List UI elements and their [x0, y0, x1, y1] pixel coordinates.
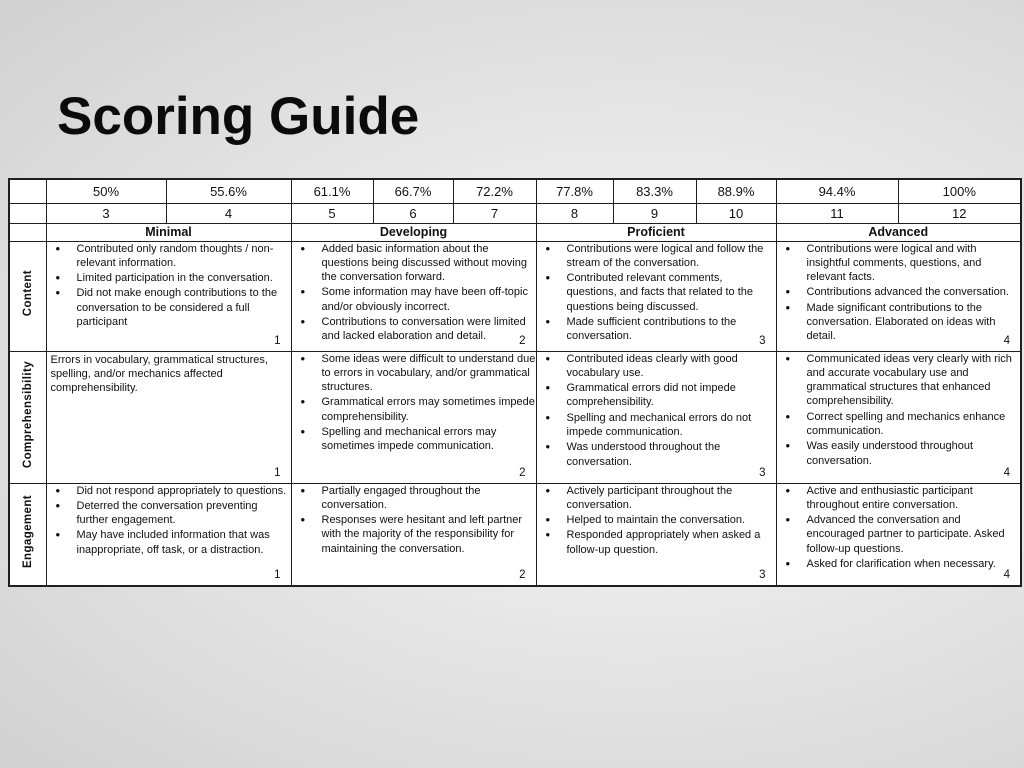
percentage-cell: 94.4%	[776, 179, 898, 203]
bullet-list	[292, 352, 536, 454]
points-cell: 8	[536, 203, 613, 223]
rubric-cell-content-proficient	[536, 241, 776, 351]
points-cell: 6	[373, 203, 453, 223]
bullet-list	[47, 484, 291, 557]
criterion-label-comprehensibility	[9, 351, 46, 483]
bullet-item: • Communicated ideas very clearly with rich and accurate vocabulary use and grammatical structures that enhanced comprehensibility.	[777, 352, 1021, 409]
percentage-cell: 50%	[46, 179, 166, 203]
score-value: 4	[1003, 466, 1010, 479]
bullet-item: • Advanced the conversation and encouraged partner to participate. Asked follow-up questions.	[777, 513, 1021, 556]
score-value: 1	[274, 569, 281, 582]
bullet-item: • Some information may have been off-topic and/or obviously incorrect.	[292, 285, 536, 314]
bullet-item: • Contributions were logical and follow the stream of the conversation.	[537, 242, 776, 271]
points-cell: 9	[613, 203, 696, 223]
criterion-row-engagement	[9, 483, 1021, 586]
bullet-list	[777, 242, 1021, 344]
bullet-item: • Spelling and mechanical errors do not impede communication.	[537, 411, 776, 440]
bullet-item: • Deterred the conversation preventing further engagement.	[47, 499, 291, 528]
bullet-item: • Added basic information about the questions being discussed without moving the conversation forward.	[292, 242, 536, 285]
corner-cell	[9, 203, 46, 223]
bullet-item: • Was understood throughout the conversation.	[537, 440, 776, 469]
rubric-cell-engagement-minimal	[46, 483, 291, 586]
rubric-cell-engagement-developing	[291, 483, 536, 586]
bullet-item: • Some ideas were difficult to understand due to errors in vocabulary, and/or grammatical structures.	[292, 352, 536, 395]
bullet-item: • Contributed ideas clearly with good vocabulary use.	[537, 352, 776, 381]
rubric-cell-content-developing	[291, 241, 536, 351]
rubric-cell-comprehensibility-developing	[291, 351, 536, 483]
criterion-label-text: Comprehensibility	[21, 360, 34, 469]
bullet-item: • Asked for clarification when necessary.	[777, 557, 1021, 571]
cell-text: Errors in vocabulary, grammatical structures, spelling, and/or mechanics affected comprehensibility.	[50, 353, 268, 395]
bullet-item: • Was easily understood throughout conversation.	[777, 439, 1021, 468]
score-value: 4	[1003, 569, 1010, 582]
rubric-cell-content-advanced	[776, 241, 1021, 351]
rubric-cell-comprehensibility-proficient	[536, 351, 776, 483]
bullet-item: • Made significant contributions to the conversation. Elaborated on ideas with detail.	[777, 301, 1021, 344]
percentage-row	[9, 179, 1021, 203]
points-cell: 3	[46, 203, 166, 223]
bullet-item: • Limited participation in the conversation.	[47, 271, 291, 285]
points-cell: 5	[291, 203, 373, 223]
rubric-cell-engagement-proficient	[536, 483, 776, 586]
points-cell: 10	[696, 203, 776, 223]
score-value: 1	[274, 334, 281, 347]
bullet-item: • Made sufficient contributions to the conversation.	[537, 315, 776, 344]
points-row	[9, 203, 1021, 223]
points-cell: 4	[166, 203, 291, 223]
points-cell: 11	[776, 203, 898, 223]
level-header-developing: Developing	[291, 223, 536, 241]
bullet-item: • Did not make enough contributions to the conversation to be considered a full participant	[47, 286, 291, 329]
bullet-item: • Partially engaged throughout the conversation.	[292, 484, 536, 513]
score-value: 2	[519, 466, 526, 479]
bullet-item: • Correct spelling and mechanics enhance communication.	[777, 410, 1021, 439]
level-header-proficient: Proficient	[536, 223, 776, 241]
percentage-cell: 83.3%	[613, 179, 696, 203]
bullet-item: • Spelling and mechanical errors may sometimes impede communication.	[292, 425, 536, 454]
score-value: 3	[759, 466, 766, 479]
rubric-cell-engagement-advanced	[776, 483, 1021, 586]
bullet-item: • Responses were hesitant and left partner with the majority of the responsibility for maintaining the conversation.	[292, 513, 536, 556]
score-value: 3	[759, 569, 766, 582]
points-cell: 7	[453, 203, 536, 223]
percentage-cell: 88.9%	[696, 179, 776, 203]
level-header-advanced: Advanced	[776, 223, 1021, 241]
rubric-cell-content-minimal	[46, 241, 291, 351]
bullet-list	[777, 352, 1021, 468]
bullet-item: • Contributed relevant comments, questions, and facts that related to the questions being discussed.	[537, 271, 776, 314]
bullet-item: • Responded appropriately when asked a follow-up question.	[537, 528, 776, 557]
percentage-cell: 55.6%	[166, 179, 291, 203]
bullet-item: • Contributions advanced the conversation.	[777, 285, 1021, 299]
corner-cell	[9, 179, 46, 203]
percentage-cell: 72.2%	[453, 179, 536, 203]
bullet-item: • Contributions were logical and with insightful comments, questions, and relevant facts.	[777, 242, 1021, 285]
page-title: Scoring Guide	[57, 87, 420, 146]
bullet-list	[292, 242, 536, 344]
score-value: 1	[274, 466, 281, 479]
bullet-item: • Active and enthusiastic participant throughout entire conversation.	[777, 484, 1021, 513]
points-cell: 12	[898, 203, 1021, 223]
criterion-label-content	[9, 241, 46, 351]
criterion-label-text: Engagement	[21, 495, 34, 569]
bullet-list	[47, 242, 291, 330]
bullet-item: • Helped to maintain the conversation.	[537, 513, 776, 527]
percentage-cell: 66.7%	[373, 179, 453, 203]
bullet-item: • Contributed only random thoughts / non-relevant information.	[47, 242, 291, 271]
bullet-list	[777, 484, 1021, 572]
rubric-cell-comprehensibility-minimal	[46, 351, 291, 483]
level-header-minimal: Minimal	[46, 223, 291, 241]
bullet-item: • Did not respond appropriately to questions.	[47, 484, 291, 498]
score-value: 3	[759, 334, 766, 347]
bullet-list	[537, 242, 776, 344]
bullet-item: • May have included information that was inappropriate, off task, or a distraction.	[47, 528, 291, 557]
bullet-list	[537, 484, 776, 557]
percentage-cell: 61.1%	[291, 179, 373, 203]
criterion-label-engagement	[9, 483, 46, 586]
score-value: 4	[1003, 334, 1010, 347]
percentage-cell: 100%	[898, 179, 1021, 203]
percentage-cell: 77.8%	[536, 179, 613, 203]
criterion-row-content	[9, 241, 1021, 351]
bullet-list	[537, 352, 776, 469]
level-header-row	[9, 223, 1021, 241]
bullet-item: • Contributions to conversation were limited and lacked elaboration and detail.	[292, 315, 536, 344]
rubric-cell-comprehensibility-advanced	[776, 351, 1021, 483]
criterion-row-comprehensibility	[9, 351, 1021, 483]
bullet-item: • Actively participant throughout the conversation.	[537, 484, 776, 513]
score-value: 2	[519, 334, 526, 347]
score-value: 2	[519, 569, 526, 582]
scoring-rubric-table	[8, 178, 1022, 587]
corner-cell	[9, 223, 46, 241]
criterion-label-text: Content	[21, 270, 34, 317]
bullet-item: • Grammatical errors may sometimes impede comprehensibility.	[292, 395, 536, 424]
bullet-list	[292, 484, 536, 556]
bullet-item: • Grammatical errors did not impede comprehensibility.	[537, 381, 776, 410]
